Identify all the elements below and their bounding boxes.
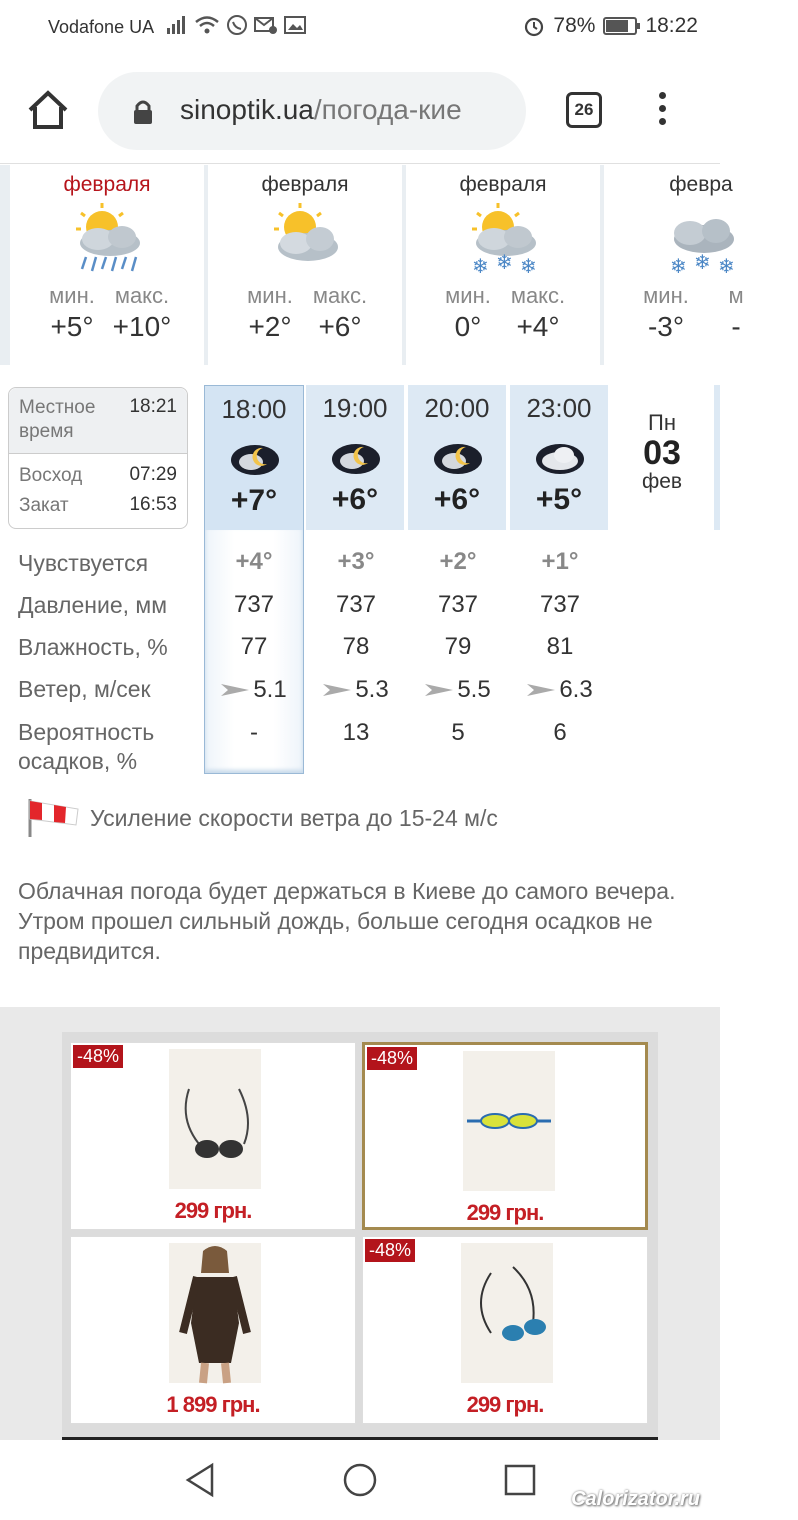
feels-value: +4°	[235, 548, 273, 575]
ad-item[interactable]	[362, 1042, 648, 1230]
wind-direction-icon	[221, 683, 249, 697]
min-temp: 0°	[454, 311, 482, 342]
max-label: макс.	[114, 283, 170, 308]
next-day-month: фев	[641, 470, 683, 493]
min-label: мин.	[49, 283, 95, 308]
browser-toolbar	[0, 56, 720, 164]
max-temp: +4°	[516, 311, 560, 342]
ad-grid	[62, 1032, 658, 1440]
min-label: мин.	[445, 283, 491, 308]
day-month: февраля	[459, 173, 547, 196]
carrier-name: Vodafone UA	[48, 17, 155, 37]
wifi-icon	[194, 15, 220, 35]
wind-cell	[306, 676, 406, 704]
watermark: Calorizator.ru	[571, 1488, 700, 1510]
discount-badge: -48%	[365, 1239, 415, 1262]
min-temp: -3°	[647, 311, 685, 342]
mail-settings-icon	[254, 15, 278, 35]
hour-time: 18:00	[221, 394, 287, 424]
humidity-value: 77	[240, 633, 268, 660]
goggles-image	[169, 1049, 261, 1189]
hour-column[interactable]	[408, 385, 506, 530]
svg-text:❄: ❄	[496, 250, 513, 274]
humidity-value: 79	[444, 633, 472, 660]
wind-direction-icon	[323, 683, 351, 697]
max-temp: -	[731, 311, 741, 342]
ad-price: 1 899 грн.	[166, 1392, 260, 1417]
max-temp: +10°	[112, 311, 172, 342]
wind-cell	[510, 676, 610, 704]
feels-value: +3°	[337, 548, 375, 575]
svg-text:❄: ❄	[718, 254, 735, 278]
recents-icon[interactable]	[504, 1464, 536, 1496]
discount-badge: -48%	[367, 1047, 417, 1070]
lock-icon	[132, 99, 154, 125]
goggles-image	[461, 1243, 553, 1383]
svg-text:❄: ❄	[694, 250, 711, 274]
hour-temp: +6°	[433, 483, 481, 516]
hour-time: 19:00	[322, 393, 388, 423]
sunset-value: 16:53	[129, 494, 177, 515]
next-day-weekday: Пн	[648, 410, 676, 435]
windsock-icon	[24, 795, 80, 841]
url-domain: sinoptik.ua	[180, 94, 314, 125]
day-card-3[interactable]	[406, 165, 600, 365]
back-icon[interactable]	[184, 1462, 216, 1498]
sun-cloud-rain-icon	[66, 203, 150, 277]
humidity-value: 78	[342, 633, 370, 660]
day-forecast-strip	[0, 165, 744, 365]
system-nav-bar	[0, 1440, 720, 1520]
max-label: макс.	[510, 283, 566, 308]
ad-price: 299 грн.	[466, 1392, 544, 1417]
local-time-label: Местное время	[19, 397, 96, 442]
hour-column[interactable]	[306, 385, 404, 530]
cloud-icon	[534, 437, 586, 477]
tab-switcher-button[interactable]: 26	[566, 92, 602, 128]
wind-cell	[204, 676, 304, 704]
ad-item[interactable]	[70, 1236, 356, 1424]
ad-item[interactable]	[70, 1042, 356, 1230]
ad-price: 299 грн.	[466, 1200, 544, 1225]
hour-time: 20:00	[424, 393, 490, 423]
pressure-value: 737	[233, 591, 275, 618]
cloud-snow-icon	[660, 203, 744, 277]
max-label: макс.	[312, 283, 368, 308]
min-temp: +2°	[248, 311, 292, 342]
sunrise-value: 07:29	[129, 464, 177, 485]
discount-badge: -48%	[73, 1045, 123, 1068]
min-label: мин.	[247, 283, 293, 308]
precip-label-line2: осадков, %	[18, 748, 138, 774]
hour-column[interactable]	[510, 385, 608, 530]
hour-temp: +6°	[331, 483, 379, 516]
precip-value: -	[250, 719, 258, 746]
wind-direction-icon	[527, 683, 555, 697]
wind-value: 5.3	[355, 676, 389, 703]
hour-temp: +7°	[230, 484, 278, 517]
pressure-value: 737	[437, 591, 479, 618]
wind-cell	[408, 676, 508, 704]
clock: 18:22	[645, 14, 698, 37]
local-time-value: 18:21	[129, 396, 177, 417]
moon-cloud-icon	[432, 437, 484, 477]
weather-description: Облачная погода будет держаться в Киеве до самого вечера. Утром прошел сильный дождь, больше сегодня осадков не предвидится.	[18, 878, 676, 964]
svg-text:❄: ❄	[520, 254, 537, 278]
humidity-value: 81	[546, 633, 574, 660]
sunrise-label: Восход	[19, 465, 83, 486]
hour-column-current[interactable]	[204, 385, 304, 530]
precip-value: 13	[342, 719, 370, 746]
max-temp: +6°	[318, 311, 362, 342]
humidity-label: Влажность, %	[18, 634, 168, 660]
wind-warning	[24, 795, 498, 841]
feels-value: +1°	[541, 548, 579, 575]
day-card-4[interactable]	[604, 165, 744, 365]
next-day-number: 03	[643, 434, 681, 472]
precip-label	[18, 718, 154, 776]
wind-label: Ветер, м/сек	[18, 676, 151, 702]
battery-icon	[603, 17, 637, 35]
time-info-box	[8, 387, 188, 529]
min-label: мин.	[643, 283, 689, 308]
viber-icon	[226, 14, 248, 36]
feels-label: Чувствуется	[18, 550, 149, 576]
ad-price: 299 грн.	[174, 1198, 252, 1223]
next-column-edge	[714, 385, 720, 530]
moon-cloud-icon	[229, 438, 281, 478]
day-month: февра	[669, 173, 733, 196]
sun-cloud-icon	[264, 203, 348, 277]
url-text	[180, 94, 462, 126]
status-icons	[166, 14, 306, 36]
signal-icon	[166, 15, 188, 35]
precip-label-line1: Вероятность	[18, 719, 155, 745]
pressure-value: 737	[539, 591, 581, 618]
hour-time: 23:00	[526, 393, 592, 423]
pressure-label: Давление, мм	[18, 592, 168, 618]
day-month: февраля	[63, 173, 151, 196]
moon-cloud-icon	[330, 437, 382, 477]
feels-value: +2°	[439, 548, 477, 575]
battery-percent: 78%	[553, 14, 596, 37]
overflow-menu-icon[interactable]	[652, 92, 672, 132]
wind-value: 6.3	[559, 676, 593, 703]
day-card-2[interactable]	[208, 165, 402, 365]
precip-value: 6	[553, 719, 567, 746]
max-label: м	[728, 283, 744, 308]
wind-value: 5.1	[253, 676, 287, 703]
ad-item[interactable]	[362, 1236, 648, 1424]
url-path: /погода-кие	[313, 94, 462, 125]
gallery-icon	[284, 15, 306, 35]
svg-text:❄: ❄	[472, 254, 489, 278]
home-icon[interactable]	[24, 86, 72, 134]
day-month: февраля	[261, 173, 349, 196]
status-bar	[0, 0, 720, 56]
wind-warning-text: Усиление скорости ветра до 15-24 м/с	[90, 804, 498, 831]
day-card-1[interactable]	[10, 165, 204, 365]
alarm-icon	[523, 15, 545, 37]
goggles-image	[463, 1051, 555, 1191]
wind-direction-icon	[425, 683, 453, 697]
address-bar[interactable]	[98, 72, 526, 150]
next-day-column[interactable]	[612, 410, 712, 494]
min-temp: +5°	[50, 311, 94, 342]
bodysuit-image	[169, 1243, 261, 1383]
pressure-value: 737	[335, 591, 377, 618]
sun-cloud-snow-icon	[462, 203, 546, 277]
svg-text:❄: ❄	[670, 254, 687, 278]
precip-value: 5	[451, 719, 465, 746]
home-nav-icon[interactable]	[342, 1462, 378, 1498]
hour-temp: +5°	[535, 483, 583, 516]
wind-value: 5.5	[457, 676, 491, 703]
sunset-label: Закат	[19, 495, 69, 516]
